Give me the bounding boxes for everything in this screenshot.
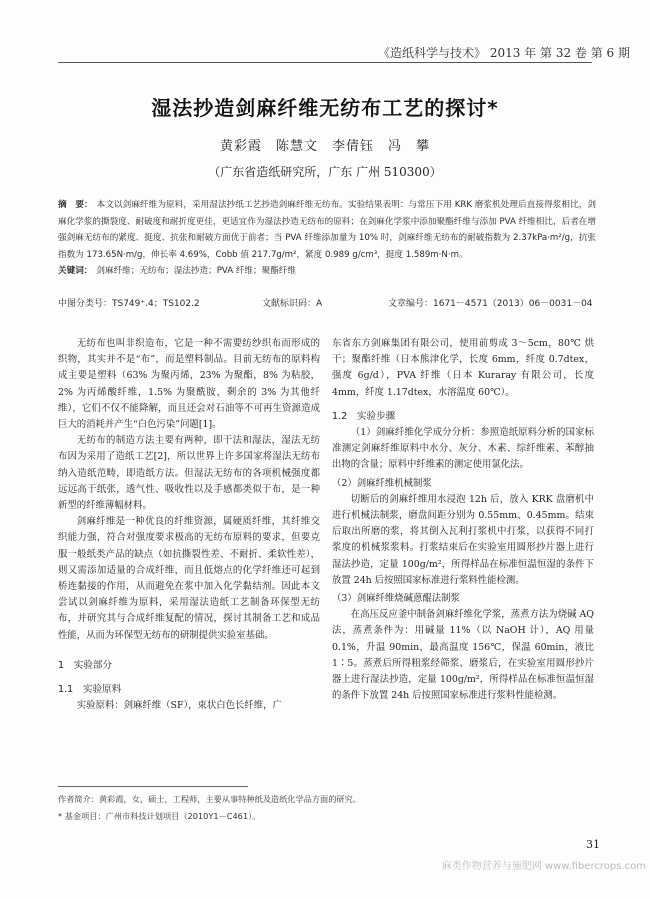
author-list: 黄彩霞 陈慧文 李倩钰 冯 攀 (219, 139, 430, 154)
body-paragraph: 无纺布的制造方法主要有两种，即干法和湿法，湿法无纺布因为采用了造纸工艺[2]，所以世界上许多国家将湿法无纺布纳入造纸范畴，即造纸方法。但湿法无纺布的各项机械强度都远远高于纸张，透气性、吸收性以及手感都类似于布，是一种新型的纤维薄幅材料。 (58, 435, 320, 512)
subsection-heading: 1.2 实验步骤 (332, 410, 396, 422)
step-heading: （2）剑麻纤维机械制浆 (332, 477, 432, 489)
running-header: 《造纸科学与技术》 2013 年 第 32 卷 第 6 期 (378, 46, 630, 60)
body-paragraph: 在高压反应釜中制备剑麻纤维化学浆，蒸煮方法为烧碱 AQ 法，蒸煮条件为：用碱量 11%（以 NaOH 计），AQ 用量 0.1%，升温 90min，最高温度 156℃，保温 60min，液比 1∶5。蒸煮后所得粗浆经筛浆、磨浆后，在实验室用圆形抄片器上进行湿法抄造，定量 100g/m²，所得样品在标准恒温恒湿的条件下放置 24h 后按照国家标准进行浆料性能检测。 (332, 609, 594, 702)
body-paragraph: 无纺布也叫非织造布，它是一种不需要纺纱织布而形成的织物，其实并不是“布”，而是塑料制品。目前无纺布的原料构成主要是塑料（63% 为聚丙烯，23% 为聚酯，8% 为粘胶，2% 为丙烯酸纤维，1.5% 为聚酰胺，剩余的 3% 为其他纤维），它们不仅不能降解，而且还会对石油等不可再生资源造成巨大的消耗并产生“白色污染”问题[1]。 (58, 338, 320, 431)
right-column (332, 336, 594, 704)
body-paragraph: 剑麻纤维是一种优良的纤维资源，属硬质纤维，其纤维交织能力强，符合对强度要求极高的无纺布原料的要求，但要克服一般纸类产品的缺点（如抗撕裂性差、不耐折、柔软性差），则又需添加适量的合成纤维，而且低熔点的化学纤维还可起到桥连黏接的作用，从而避免在浆中加入化学黏结剂。因此本文尝试以剑麻纤维为原料，采用湿法造纸工艺制备环保型无纺布，并研究其与合成纤维复配的情况，探讨其制备工艺和成品性能，从而为环保型无纺布的研制提供实验室基础。 (58, 516, 320, 641)
body-paragraph: （1）剑麻纤维化学成分分析：参照造纸原料分析的国家标准测定剑麻纤维原料中水分、灰分、木素、综纤维素、苯醇抽出物的含量；原料中纤维素的测定使用氯化法。 (332, 427, 594, 471)
footnote-rule (58, 786, 248, 787)
keywords-text: 剑麻纤维；无纺布；湿法抄造；PVA 纤维；聚酯纤维 (96, 266, 296, 277)
body-paragraph: 东省东方剑麻集团有限公司，使用前剪成 3～5cm，80℃ 烘干；聚酯纤维（日本熊津化学，长度 6mm，纤度 0.7dtex，强度 6g/d），PVA 纤维（日本 Kuraray 有限公司，长度 4mm，纤度 1.17dtex，水溶温度 60℃）。 (332, 338, 594, 398)
body-paragraph: 切断后的剑麻纤维用水浸泡 12h 后，放入 KRK 盘磨机中进行机械法制浆，磨盘间距分别为 0.55mm、0.45mm。结束后取出所磨的浆，将其倒入瓦利打浆机中打浆，以获得不同打浆度的机械浆浆料。打浆结束后在实验室用圆形抄片器上进行湿法抄造，定量 100g/m²，所得样品在标准恒温恒湿的条件下放置 24h 后按照国家标准进行浆料性能检测。 (332, 493, 594, 586)
keywords-label: 关键词： (58, 266, 93, 277)
article-number: 文章编号：1671－4571（2013）06－0031－04 (388, 299, 593, 309)
section-heading: 1 实验部分 (58, 659, 113, 671)
paper-title: 湿法抄造剑麻纤维无纺布工艺的探讨* (151, 96, 499, 120)
left-column (58, 336, 320, 714)
clc-number: 中图分类号：TS749⁺.4；TS102.2 (58, 299, 200, 309)
watermark: 麻类作物营养与施肥网 www.fibercrops.com (441, 861, 646, 872)
author-footnote: 作者简介：黄彩霞，女，硕士，工程师，主要从事特种纸及造纸化学品方面的研究。 (58, 794, 361, 804)
step-heading: （3）剑麻纤维烧碱蒽醌法制浆 (332, 593, 460, 605)
document-code: 文献标识码：A (262, 299, 323, 309)
subsection-heading: 1.1 实验原料 (58, 684, 122, 696)
abstract-label: 摘 要： (58, 200, 93, 210)
page-number: 31 (586, 838, 600, 851)
fund-footnote: * 基金项目：广州市科技计划项目（2010Y1－C461）。 (58, 811, 261, 821)
body-paragraph: 实验原料：剑麻纤维（SF），束状白色长纤维，广 (76, 700, 282, 712)
affiliation: （广东省造纸研究所，广东 广州 510300） (208, 165, 442, 179)
header-rule (58, 62, 592, 63)
abstract-block (58, 197, 596, 280)
abstract-text: 本文以剑麻纤维为原料，采用湿法抄纸工艺抄造剑麻纤维无纺布。实验结果表明：与常压下用 KRK 磨浆机处理后直接得浆相比，剑麻化学浆的撕裂度、耐破度和耐折度更佳，更适宜作为湿法抄造无纺布的原料；在剑麻化学浆中添加聚酯纤维与添加 PVA 纤维相比，后者在增强剑麻无纺布的紧度、挺度、抗张和耐破方面优于前者；当 PVA 纤维添加量为 10% 时，剑麻纤维无纺布的耐破指数为 2.37kPa·m²/g，抗张指数为 173.65N·m/g，伸长率 4.69%，Cobb 值 217.7g/m²，紧度 0.989 g/cm³，挺度 1.589m·N·m。 (58, 200, 596, 260)
